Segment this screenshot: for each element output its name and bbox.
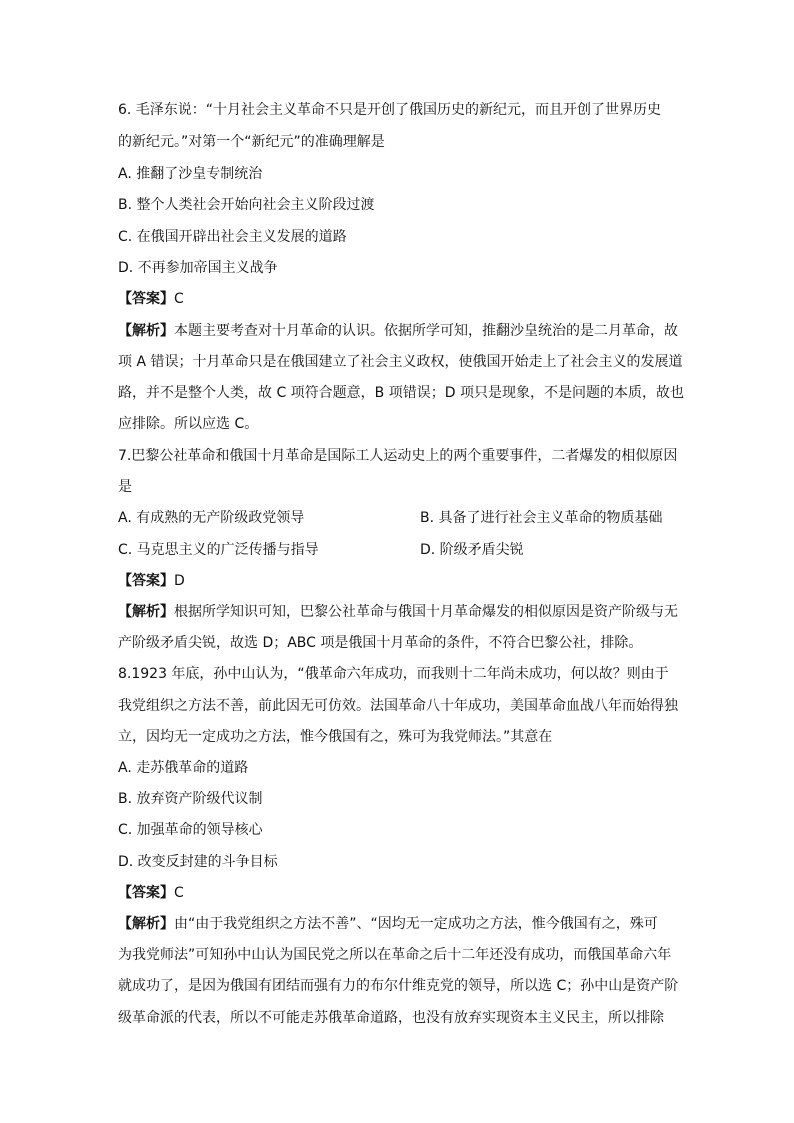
analysis-label: 【解析】 — [118, 916, 174, 932]
question-7-option-a: A. 有成熟的无产阶级政党领导 — [118, 510, 305, 526]
analysis-text: 根据所学知识可知，巴黎公社革命与俄国十月革命爆发的相似原因是资产阶级与无 — [174, 604, 678, 620]
question-7-option-b: B. 具备了进行社会主义革命的物质基础 — [420, 510, 663, 526]
question-7-stem-line-2: 是 — [118, 479, 132, 495]
question-7-analysis-line-2: 产阶级矛盾尖锐，故选 D；ABC 项是俄国十月革命的条件，不符合巴黎公社，排除。 — [118, 635, 643, 651]
question-6-option-a: A. 推翻了沙皇专制统治 — [118, 166, 263, 182]
question-7-stem-line-1: 7.巴黎公社革命和俄国十月革命是国际工人运动史上的两个重要事件，二者爆发的相似原因 — [118, 448, 678, 464]
question-6-answer — [118, 290, 184, 308]
question-8-stem-line-2: 我党组织之方法不善，前此因无可仿效。法国革命八十年成功，美国革命血战八年而始得独 — [118, 698, 678, 714]
question-7-options-row-1 — [118, 509, 304, 527]
analysis-label: 【解析】 — [118, 604, 174, 620]
question-6-option-c: C. 在俄国开辟出社会主义发展的道路 — [118, 229, 347, 245]
question-6-analysis-line-3: 路，并不是整个人类，故 C 项符合题意，B 项错误；D 项只是现象，不是问题的本质，故也 — [118, 385, 684, 401]
question-6-analysis-line-1 — [118, 322, 678, 340]
question-6-analysis-line-4: 应排除。所以应选 C。 — [118, 416, 259, 432]
question-7-analysis-line-1 — [118, 603, 678, 621]
question-6-option-b: B. 整个人类社会开始向社会主义阶段过渡 — [118, 197, 375, 213]
question-6-option-d: D. 不再参加帝国主义战争 — [118, 260, 278, 276]
question-8-option-b: B. 放弃资产阶级代议制 — [118, 791, 263, 807]
question-8-analysis-line-3: 就成功了，是因为俄国有团结而强有力的布尔什维克党的领导，所以选 C；孙中山是资产阶 — [118, 978, 679, 994]
question-8-option-d: D. 改变反封建的斗争目标 — [118, 854, 278, 870]
answer-value: D — [174, 573, 185, 589]
question-6-analysis-line-2: 项 A 错误；十月革命只是在俄国建立了社会主义政权，使俄国开始走上了社会主义的发展道 — [118, 354, 683, 370]
answer-value: C — [174, 291, 184, 307]
question-8-analysis-line-2: 为我党师法”可知孙中山认为国民党之所以在革命之后十二年还没有成功，而俄国革命六年 — [118, 947, 672, 963]
answer-label: 【答案】 — [118, 291, 174, 307]
question-6-stem-line-2: 的新纪元。”对第一个“新纪元”的准确理解是 — [118, 134, 385, 150]
question-8-option-a: A. 走苏俄革命的道路 — [118, 760, 249, 776]
question-8-analysis-line-1 — [118, 915, 658, 933]
question-8-stem-line-3: 立，因均无一定成功之方法，惟今俄国有之，殊可为我党师法。”其意在 — [118, 729, 553, 745]
answer-label: 【答案】 — [118, 885, 174, 901]
question-8-analysis-line-4: 级革命派的代表，所以不可能走苏俄革命道路，也没有放弃实现资本主义民主，所以排除 — [118, 1010, 664, 1026]
answer-value: C — [174, 885, 184, 901]
question-7-answer — [118, 572, 185, 590]
question-7-option-d: D. 阶级矛盾尖锐 — [420, 542, 524, 558]
question-8-stem-line-1: 8.1923 年底，孙中山认为，“俄革命六年成功，而我则十二年尚未成功，何以故？则由于 — [118, 666, 669, 682]
analysis-text: 由“由于我党组织之方法不善”、“因均无一定成功之方法，惟今俄国有之，殊可 — [174, 916, 658, 932]
question-8-option-c: C. 加强革命的领导核心 — [118, 822, 263, 838]
answer-label: 【答案】 — [118, 573, 174, 589]
analysis-label: 【解析】 — [118, 323, 174, 339]
question-6-stem-line-1: 6. 毛泽东说：“十月社会主义革命不只是开创了俄国历史的新纪元，而且开创了世界历史 — [118, 102, 662, 118]
question-8-answer — [118, 884, 184, 902]
analysis-text: 本题主要考查对十月革命的认识。依据所学可知，推翻沙皇统治的是二月革命，故 — [174, 323, 678, 339]
question-7-option-c: C. 马克思主义的广泛传播与指导 — [118, 542, 319, 558]
